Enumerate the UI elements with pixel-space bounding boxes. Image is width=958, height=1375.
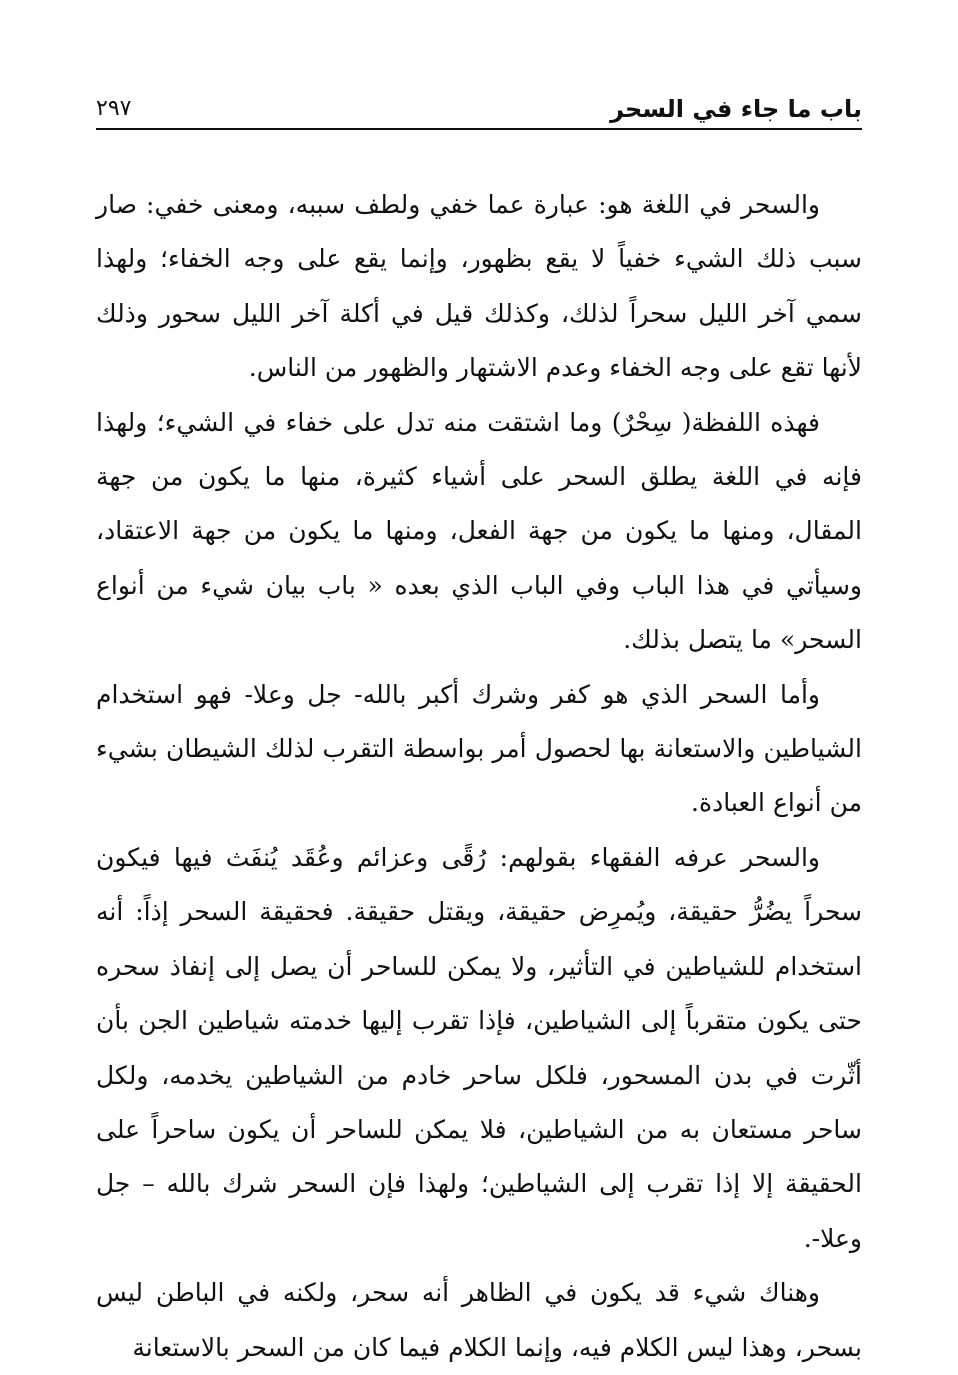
paragraph: والسحر في اللغة هو: عبارة عما خفي ولطف سببه، ومعنى خفي: صار سبب ذلك الشيء خفياً لا يقع بظهور، وإنما يقع على وجه الخفاء؛ ولهذا سمي آخر الليل سحراً لذلك، وكذلك قيل في أكلة آخر الليل سحور وذلك لأنها تقع على وجه الخفاء وعدم الاشتهار والظهور من الناس. xyxy=(96,190,862,383)
paragraph: وأما السحر الذي هو كفر وشرك أكبر بالله- جل وعلا- فهو استخدام الشياطين والاستعانة بها لحصول أمر بواسطة التقرب لذلك الشيطان بشيء من أنواع العبادة. xyxy=(96,679,862,818)
paragraph: وهناك شيء قد يكون في الظاهر أنه سحر، ولكنه في الباطن ليس بسحر، وهذا ليس الكلام فيه، وإنما الكلام فيما كان من السحر بالاستعانة xyxy=(96,1278,862,1362)
page-number: ٢٩٧ xyxy=(96,96,132,121)
body-text xyxy=(96,178,862,1375)
chapter-title: باب ما جاء في السحر xyxy=(610,95,862,123)
running-header xyxy=(96,92,862,130)
paragraph: فهذه اللفظة( سِحْرٌ) وما اشتقت منه تدل على خفاء في الشيء؛ ولهذا فإنه في اللغة يطلق السحر على أشياء كثيرة، منها ما يكون من جهة المقال، ومنها ما يكون من جهة الفعل، ومنها ما يكون من جهة الاعتقاد، وسيأتي في هذا الباب وفي الباب الذي بعده « باب بيان شيء من أنواع السحر» ما يتصل بذلك. xyxy=(96,407,862,655)
paragraph: والسحر عرفه الفقهاء بقولهم: رُقًى وعزائم وعُقَد يُنفَث فيها فيكون سحراً يضُرُّ حقيقة، ويُمرِض حقيقة، ويقتل حقيقة. فحقيقة السحر إذاً: أنه استخدام للشياطين في التأثير، ولا يمكن للساحر أن يصل إلى إنفاذ سحره حتى يكون متقرباً إلى الشياطين، فإذا تقرب إليها خدمته شياطين الجن بأن أثّرت في بدن المسحور، فلكل ساحر خادم من الشياطين يخدمه، ولكل ساحر مستعان به من الشياطين، فلا يمكن للساحر أن يكون ساحراً على الحقيقة إلا إذا تقرب إلى الشياطين؛ ولهذا فإن السحر شرك بالله – جل وعلا-. xyxy=(96,842,862,1253)
